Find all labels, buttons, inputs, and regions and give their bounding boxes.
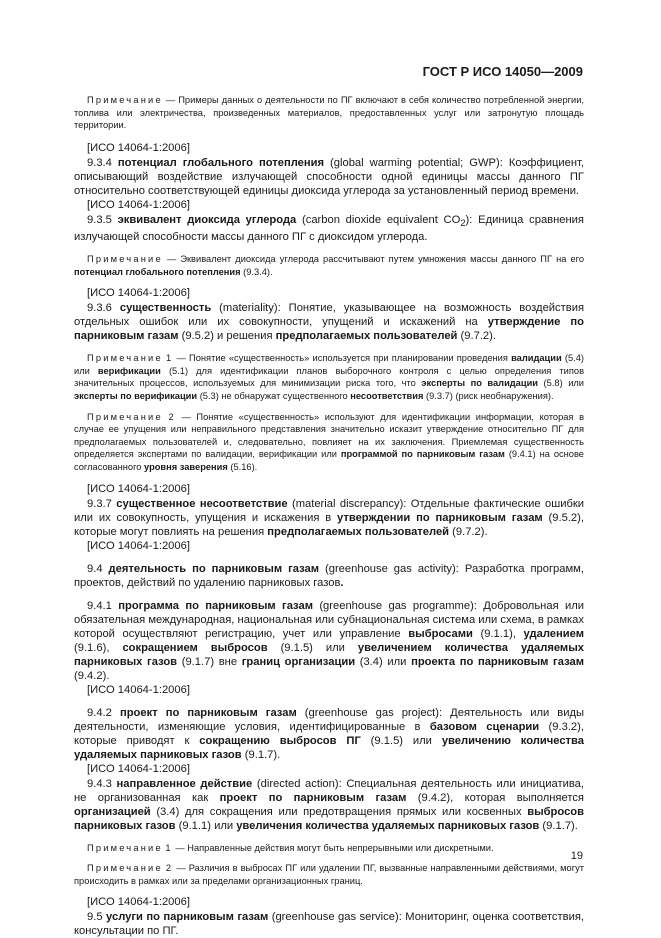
entry-9-4-1: 9.4.1 программа по парниковым газам (greenhouse gas programme): Добровольная или обязательная международная, национальная или субнациональная система или схема, в рамках которой осуществляют регистрацию, учет или управление выбросами (9.1.1), удалением (9.1.6), сокращением выбросов (9.1.5) или увеличением количества удаляемых парниковых газов (9.1.7) вне границ организации (3.4) или проекта по парниковым газам (9.4.2). <box>74 599 584 682</box>
term: эквивалент диоксида углерода <box>117 213 297 226</box>
entry-9-4-2: 9.4.2 проект по парниковым газам (greenhouse gas project): Деятельность или виды деятельности, изменяющие условия, идентифицированные в базовом сценарии (9.3.2), которые приводят к сокращению выбросов ПГ (9.1.5) или увеличению количества удаляемых парниковых газов (9.1.7). <box>74 706 585 761</box>
note-directed-action-1: Примечание 1 — Направленные действия могут быть непрерывными или дискретными. <box>87 842 494 853</box>
term: направленное действие <box>116 777 253 790</box>
note-materiality-1: Примечание 1 — Понятие «существенность» используется при планировании проведения валидации (5.4) или верификации (5.1) для идентификации планов выборочного контроля с целью определения типов значительных процессов, используемых для минимизации риска того, что эксперты по валидации (5.8) или эксперты по верификации (5.3) не обнаружат существенного несоответствия (9.3.7) (риск необнаружения). <box>74 353 585 401</box>
page-number: 19 <box>570 850 583 862</box>
term: существенность <box>119 302 212 315</box>
entry-9-3-5: 9.3.5 эквивалент диоксида углерода (carbon dioxide equivalent $CO_2$): Единица сравнения излучающей способности массы данного ПГ с диоксидом углерода. <box>74 213 584 244</box>
reference: [ИСО 14064-1:2006] <box>87 762 190 775</box>
term: услуги по парниковым газам <box>106 911 269 924</box>
reference: [ИСО 14064-1:2006] <box>87 287 190 300</box>
reference: [ИСО 14064-1:2006] <box>87 539 190 552</box>
entry-9-3-6: 9.3.6 существенность (materiality): Понятие, указывающее на возможность воздействия отдельных ошибок или их совокупности, упущений и искажений на утверждение по парниковым газам (9.5.2) и решения предполагаемых пользователей (9.7.2). <box>74 302 585 343</box>
entry-9-5: 9.5 услуги по парниковым газам (greenhouse gas service): Мониторинг, оценка соответствия, консультации по ПГ. <box>74 911 585 938</box>
entry-9-4: 9.4 деятельность по парниковым газам (greenhouse gas activity): Разработка программ, проектов, действий по удалению парниковых газов. <box>74 562 584 589</box>
reference: [ИСО 14064-1:2006] <box>87 896 190 909</box>
reference: [ИСО 14064-1:2006] <box>87 482 190 495</box>
note-directed-action-2: Примечание 2 — Различия в выбросах ПГ или удалении ПГ, вызванные направленными действиями, могут происходить в рамках или за пределами организационных границ. <box>74 863 585 886</box>
entry-9-3-4: 9.3.4 потенциал глобального потепления (global warming potential; GWP): Коэффициент, описывающий воздействие излучающей способности одной единицы массы данного ПГ относительно соответствующей единицы диоксида углерода за установленный период времени. <box>74 156 585 197</box>
term: деятельность по парниковым газам <box>108 562 320 575</box>
term: проект по парниковым газам <box>119 706 297 719</box>
note-activity-data: Примечание — Примеры данных о деятельности по ПГ включают в себя количество потребленной энергии, топлива или электричества, произведенных материалов, предоставленных услуг или затронутую площадь территории. <box>74 95 584 131</box>
note-materiality-2: Примечание 2 — Понятие «существенность» используют для идентификации информации, которая в случае ее упущения или неправильного представления значительно исказит утверждение относительно ПГ для предполагаемых пользователей и, следовательно, повлияет на их заключения. Приемлемая существенность определяется экспертами по валидации, верификации или программой по парниковым газам (9.4.1) на основе согласованного уровня заверения (5.16). <box>74 411 585 472</box>
term: потенциал глобального потепления <box>117 156 325 169</box>
term: существенное несоответствие <box>116 497 288 510</box>
note-co2-equivalent: Примечание — Эквивалент диоксида углерода рассчитывают путем умножения массы данного ПГ на его потенциал глобального потепления (9.3.4). <box>74 254 585 277</box>
reference: [ИСО 14064-1:2006] <box>87 683 190 696</box>
entry-9-3-7: 9.3.7 существенное несоответствие (material discrepancy): Отдельные фактические ошибки или их совокупность, упущения и искажения в утверждении по парниковым газам (9.5.2), которые могут повлиять на решения предполагаемых пользователей (9.7.2). <box>74 497 584 538</box>
page-header: ГОСТ Р ИСО 14050—2009 <box>422 64 583 79</box>
entry-9-4-3: 9.4.3 направленное действие (directed action): Специальная деятельность или инициатива, не организованная как проект по парниковым газам (9.4.2), которая выполняется организацией (3.4) для сокращения или предотвращения прямых или косвенных выбросов парниковых газов (9.1.1) или увеличения количества удаляемых парниковых газов (9.1.7). <box>74 777 585 832</box>
reference: [ИСО 14064-1:2006] <box>87 141 190 154</box>
term: программа по парниковым газам <box>118 599 313 612</box>
reference: [ИСО 14064-1:2006] <box>87 198 190 211</box>
document-body <box>74 94 584 938</box>
